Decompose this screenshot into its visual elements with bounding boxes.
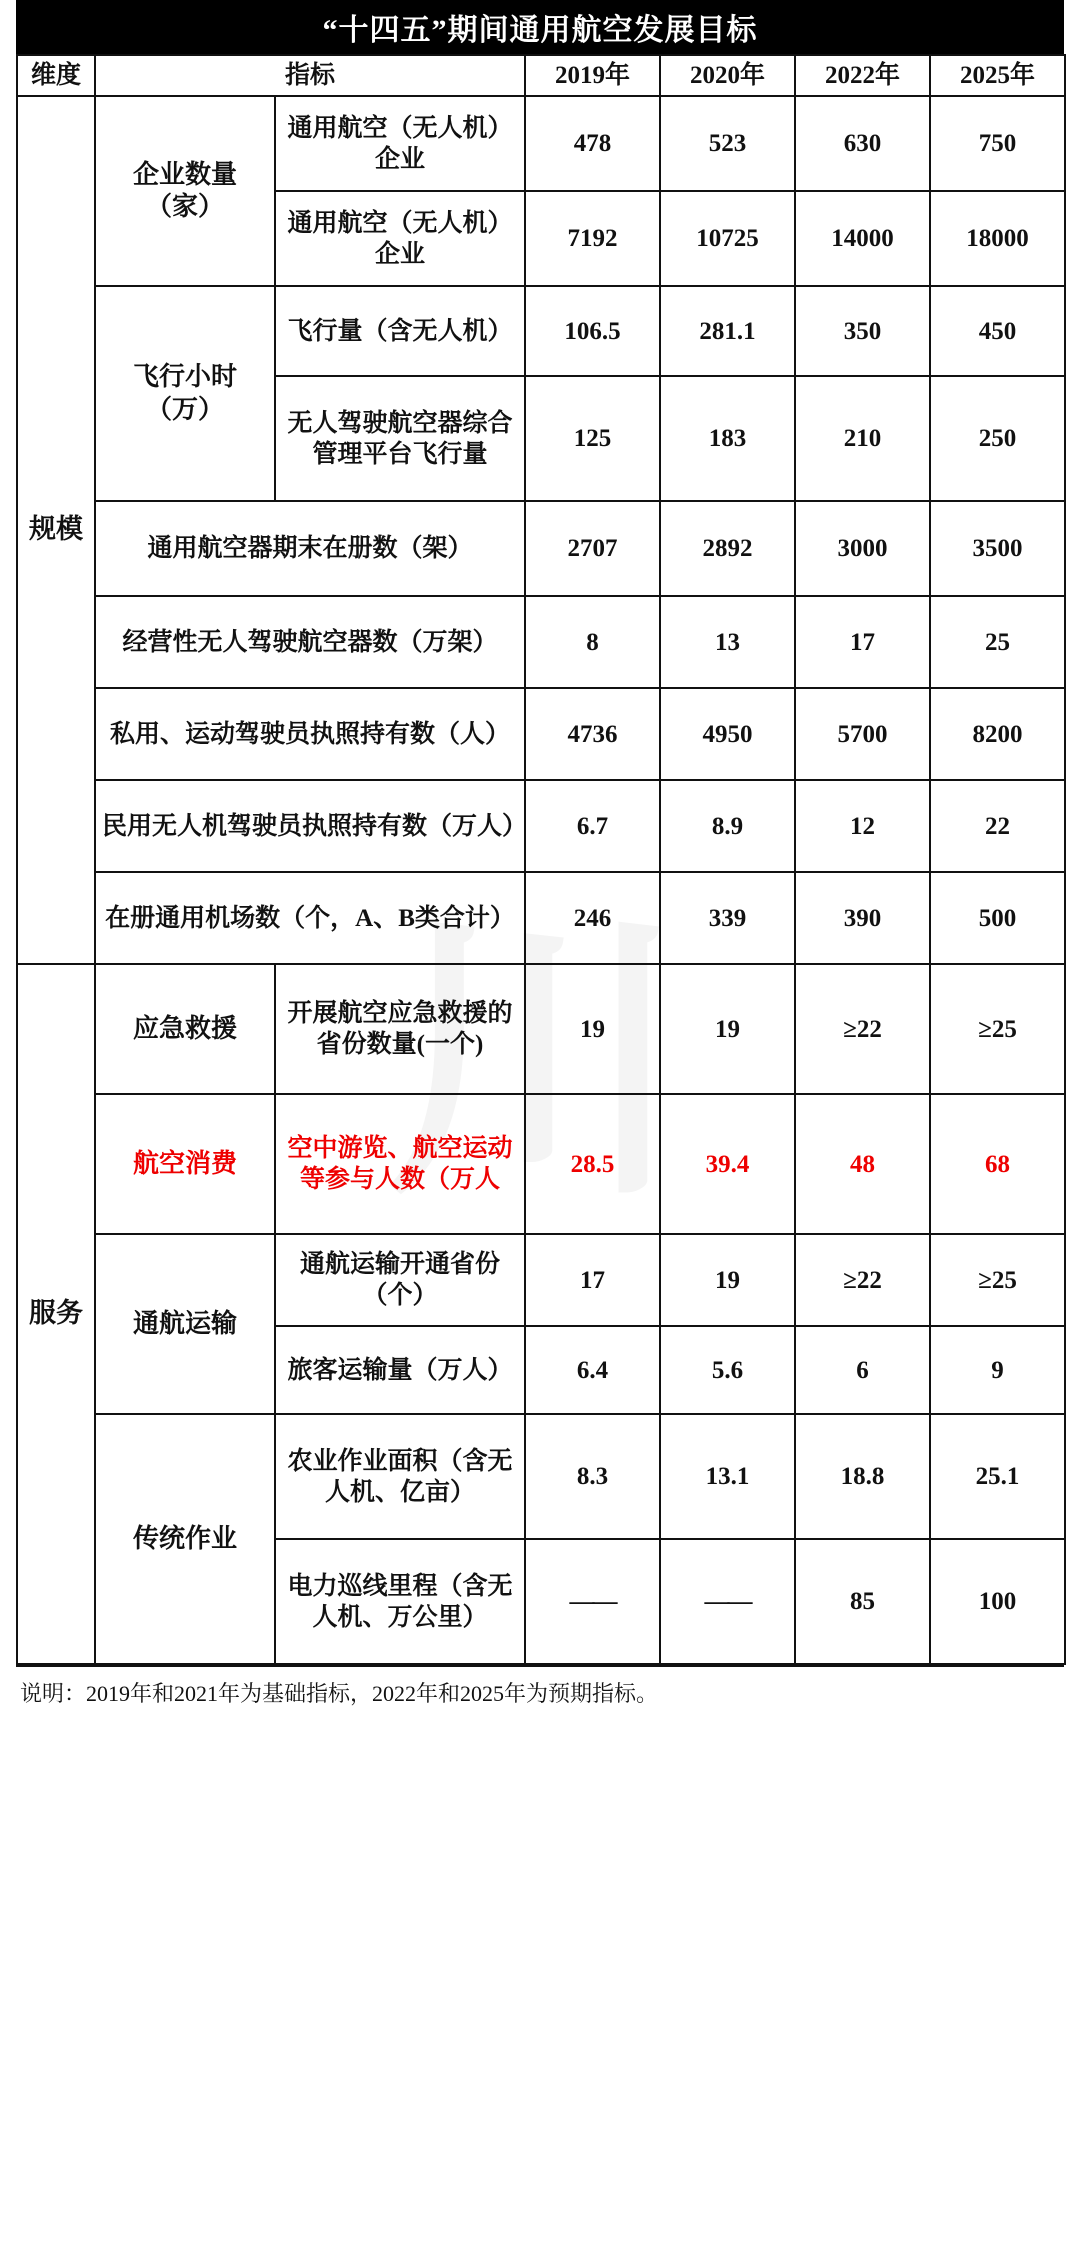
table-row (17, 596, 1065, 688)
footnote-container (16, 1665, 1064, 1708)
value-cell: 630 (795, 96, 930, 191)
value-cell: —— (660, 1539, 795, 1664)
dimension-cell-service: 服务 (17, 964, 95, 1664)
value-cell: 210 (795, 376, 930, 501)
value-cell: 12 (795, 780, 930, 872)
indicator-cell: 通用航空（无人机）企业 (275, 191, 525, 286)
value-cell: 18000 (930, 191, 1065, 286)
table-row (17, 501, 1065, 596)
value-cell: 9 (930, 1326, 1065, 1414)
group-cell-emergency-rescue: 应急救援 (95, 964, 275, 1094)
value-cell: 18.8 (795, 1414, 930, 1539)
value-cell: 390 (795, 872, 930, 964)
table-row (17, 688, 1065, 780)
value-cell: 68 (930, 1094, 1065, 1234)
header-dimension: 维度 (17, 55, 95, 96)
value-cell: 350 (795, 286, 930, 376)
value-cell: 8.9 (660, 780, 795, 872)
value-cell: ≥25 (930, 1234, 1065, 1326)
value-cell: 339 (660, 872, 795, 964)
value-cell: 17 (525, 1234, 660, 1326)
value-cell: 4736 (525, 688, 660, 780)
value-cell: 3000 (795, 501, 930, 596)
header-indicator: 指标 (95, 55, 525, 96)
value-cell: 2892 (660, 501, 795, 596)
indicator-cell: 民用无人机驾驶员执照持有数（万人） (95, 780, 525, 872)
header-year-2022: 2022年 (795, 55, 930, 96)
header-year-2020: 2020年 (660, 55, 795, 96)
value-cell: 13.1 (660, 1414, 795, 1539)
value-cell: 5700 (795, 688, 930, 780)
footnote: 说明：2019年和2021年为基础指标，2022年和2025年为预期指标。 (20, 1681, 659, 1707)
indicator-cell: 空中游览、航空运动等参与人数（万人 (275, 1094, 525, 1234)
value-cell: 13 (660, 596, 795, 688)
value-cell: 100 (930, 1539, 1065, 1664)
value-cell: 183 (660, 376, 795, 501)
table-row (17, 1414, 1065, 1539)
indicator-cell: 旅客运输量（万人） (275, 1326, 525, 1414)
aviation-goals-table (16, 54, 1066, 1665)
value-cell: 8200 (930, 688, 1065, 780)
value-cell: 19 (525, 964, 660, 1094)
value-cell: 2707 (525, 501, 660, 596)
value-cell: 500 (930, 872, 1065, 964)
header-year-2025: 2025年 (930, 55, 1065, 96)
value-cell: 3500 (930, 501, 1065, 596)
value-cell: 523 (660, 96, 795, 191)
group-cell-aviation-consumption: 航空消费 (95, 1094, 275, 1234)
value-cell: 750 (930, 96, 1065, 191)
value-cell: ≥25 (930, 964, 1065, 1094)
value-cell: 125 (525, 376, 660, 501)
value-cell: ≥22 (795, 1234, 930, 1326)
indicator-cell: 飞行量（含无人机） (275, 286, 525, 376)
table-row (17, 96, 1065, 191)
value-cell: 10725 (660, 191, 795, 286)
value-cell: 39.4 (660, 1094, 795, 1234)
table-row (17, 1094, 1065, 1234)
value-cell: 450 (930, 286, 1065, 376)
table-row (17, 780, 1065, 872)
value-cell: 478 (525, 96, 660, 191)
indicator-cell: 经营性无人驾驶航空器数（万架） (95, 596, 525, 688)
indicator-cell: 农业作业面积（含无人机、亿亩） (275, 1414, 525, 1539)
value-cell: 250 (930, 376, 1065, 501)
indicator-cell: 通航运输开通省份（个） (275, 1234, 525, 1326)
value-cell: 8.3 (525, 1414, 660, 1539)
value-cell: 106.5 (525, 286, 660, 376)
table-row (17, 286, 1065, 376)
header-year-2019: 2019年 (525, 55, 660, 96)
value-cell: 28.5 (525, 1094, 660, 1234)
value-cell: 4950 (660, 688, 795, 780)
value-cell: 7192 (525, 191, 660, 286)
value-cell: ≥22 (795, 964, 930, 1094)
indicator-cell: 通用航空器期末在册数（架） (95, 501, 525, 596)
value-cell: 48 (795, 1094, 930, 1234)
indicator-cell: 通用航空（无人机）企业 (275, 96, 525, 191)
value-cell: 246 (525, 872, 660, 964)
table-header-row (17, 55, 1065, 96)
group-cell-general-transport: 通航运输 (95, 1234, 275, 1414)
indicator-cell: 无人驾驶航空器综合管理平台飞行量 (275, 376, 525, 501)
indicator-cell: 开展航空应急救援的省份数量(一个) (275, 964, 525, 1094)
group-cell-traditional-operations: 传统作业 (95, 1414, 275, 1664)
value-cell: 25.1 (930, 1414, 1065, 1539)
value-cell: 22 (930, 780, 1065, 872)
table-row (17, 872, 1065, 964)
value-cell: 19 (660, 1234, 795, 1326)
value-cell: 17 (795, 596, 930, 688)
dimension-cell-scale: 规模 (17, 96, 95, 964)
indicator-cell: 电力巡线里程（含无人机、万公里） (275, 1539, 525, 1664)
value-cell: 6.4 (525, 1326, 660, 1414)
value-cell: 19 (660, 964, 795, 1094)
value-cell: 5.6 (660, 1326, 795, 1414)
value-cell: 25 (930, 596, 1065, 688)
table-row (17, 1234, 1065, 1326)
indicator-cell: 私用、运动驾驶员执照持有数（人） (95, 688, 525, 780)
value-cell: 14000 (795, 191, 930, 286)
value-cell: 8 (525, 596, 660, 688)
group-cell-flight-hours: 飞行小时（万） (95, 286, 275, 501)
group-cell-enterprise-count: 企业数量（家） (95, 96, 275, 286)
value-cell: —— (525, 1539, 660, 1664)
table-row (17, 964, 1065, 1094)
page-title: “十四五”期间通用航空发展目标 (16, 0, 1064, 54)
value-cell: 85 (795, 1539, 930, 1664)
indicator-cell: 在册通用机场数（个，A、B类合计） (95, 872, 525, 964)
value-cell: 6.7 (525, 780, 660, 872)
value-cell: 281.1 (660, 286, 795, 376)
value-cell: 6 (795, 1326, 930, 1414)
